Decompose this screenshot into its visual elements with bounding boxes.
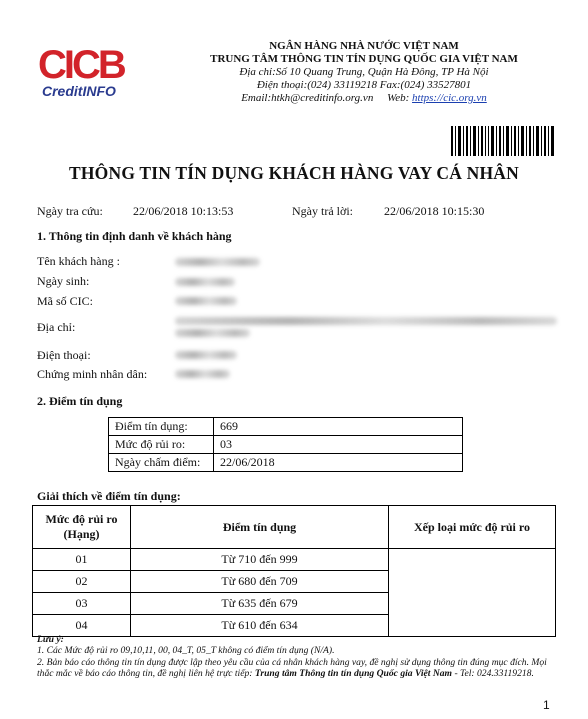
report-title: THÔNG TIN TÍN DỤNG KHÁCH HÀNG VAY CÁ NHÂN xyxy=(69,163,519,183)
reply-date-value: 22/06/2018 10:15:30 xyxy=(384,204,485,218)
note-2-org: Trung tâm Thông tin tín dụng Quốc gia Việt Nam xyxy=(254,668,453,680)
table-header-row xyxy=(33,506,556,549)
address-label: Địa chỉ: xyxy=(37,320,76,334)
risk-explain-table xyxy=(32,505,556,637)
id-card-redacted xyxy=(175,370,230,378)
score-range-cell: Từ 710 đến 999 xyxy=(131,549,389,571)
explain-heading: Giải thích về điểm tín dụng: xyxy=(37,489,181,503)
credit-score-table xyxy=(108,417,463,472)
logo-mark: CICB xyxy=(38,43,124,87)
col-score-header: Điểm tín dụng xyxy=(131,506,389,549)
address-redacted-line1 xyxy=(175,317,557,325)
org-email: Email:htkh@creditinfo.org.vn xyxy=(241,92,374,104)
notes-block xyxy=(37,634,557,680)
score-value: 669 xyxy=(214,418,463,436)
table-row xyxy=(109,418,463,436)
note-1: 1. Các Mức độ rủi ro 09,10,11, 00, 04_T, 05_T không có điểm tín dụng (N/A). xyxy=(37,645,335,657)
score-range-cell: Từ 610 đến 634 xyxy=(131,615,389,637)
id-card-label: Chứng minh nhân dân: xyxy=(37,367,148,381)
address-redacted-line2 xyxy=(175,329,250,337)
section2-heading: 2. Điểm tín dụng xyxy=(37,394,123,408)
query-date-label: Ngày tra cứu: xyxy=(37,204,103,218)
customer-name-redacted xyxy=(175,258,260,266)
score-range-cell: Từ 635 đến 679 xyxy=(131,593,389,615)
col-risk-level-line1: Mức độ rủi ro xyxy=(45,512,118,526)
birth-date-redacted xyxy=(175,278,235,286)
logo-subtitle: CreditINFO xyxy=(42,83,116,99)
note-2-tel: - Tel: 024.33119218. xyxy=(454,668,534,680)
web-label: Web: xyxy=(387,92,410,104)
customer-name-label: Tên khách hàng : xyxy=(37,254,120,268)
note-2-text: 2. Bản báo cáo thông tin tín dụng được lập theo yêu cầu của cá nhân khách hàng vay, đề nghị sử dụng thông tin đúng mục đích. Mọi thắc mắc về báo cáo thông tin, đề nghị liên hệ trực tiếp: xyxy=(37,656,547,680)
score-label: Điểm tín dụng: xyxy=(109,418,214,436)
cic-logo xyxy=(36,40,146,100)
score-range-cell: Từ 680 đến 709 xyxy=(131,571,389,593)
org-parent: NGÂN HÀNG NHÀ NƯỚC VIỆT NAM xyxy=(269,40,459,52)
score-date-value: 22/06/2018 xyxy=(214,454,463,472)
note-2 xyxy=(37,657,557,680)
web-link[interactable]: https://cic.org.vn xyxy=(412,92,487,104)
classification-cell xyxy=(389,549,556,637)
org-name: TRUNG TÂM THÔNG TIN TÍN DỤNG QUỐC GIA VIỆT NAM xyxy=(210,53,518,65)
risk-level-cell: 04 xyxy=(33,615,131,637)
risk-level-cell: 01 xyxy=(33,549,131,571)
birth-date-label: Ngày sinh: xyxy=(37,274,90,288)
table-row xyxy=(109,454,463,472)
notes-heading: Lưu ý: xyxy=(37,634,64,645)
col-risk-level-line2: (Hạng) xyxy=(63,527,100,541)
org-contact xyxy=(160,92,568,105)
risk-level-cell: 03 xyxy=(33,593,131,615)
phone-label: Điện thoại: xyxy=(37,348,91,362)
section1-heading: 1. Thông tin định danh về khách hàng xyxy=(37,229,232,243)
query-date-value: 22/06/2018 10:13:53 xyxy=(133,204,234,218)
risk-level-cell: 02 xyxy=(33,571,131,593)
page-number: 1 xyxy=(543,698,550,712)
risk-level-value: 03 xyxy=(214,436,463,454)
org-address: Địa chỉ:Số 10 Quang Trung, Quận Hà Đông, TP Hà Nội xyxy=(239,66,489,78)
col-classification-header: Xếp loại mức độ rủi ro xyxy=(389,506,556,549)
cic-code-label: Mã số CIC: xyxy=(37,294,94,308)
reply-date-label: Ngày trả lời: xyxy=(292,204,353,218)
table-row xyxy=(109,436,463,454)
barcode xyxy=(451,126,556,156)
cic-code-redacted xyxy=(175,297,237,305)
risk-level-label: Mức độ rủi ro: xyxy=(109,436,214,454)
org-phone: Điện thoại:(024) 33119218 Fax:(024) 33527801 xyxy=(256,79,472,91)
phone-redacted xyxy=(175,351,237,359)
table-row xyxy=(33,549,556,571)
score-date-label: Ngày chấm điểm: xyxy=(109,454,214,472)
col-risk-level-header xyxy=(33,506,131,549)
